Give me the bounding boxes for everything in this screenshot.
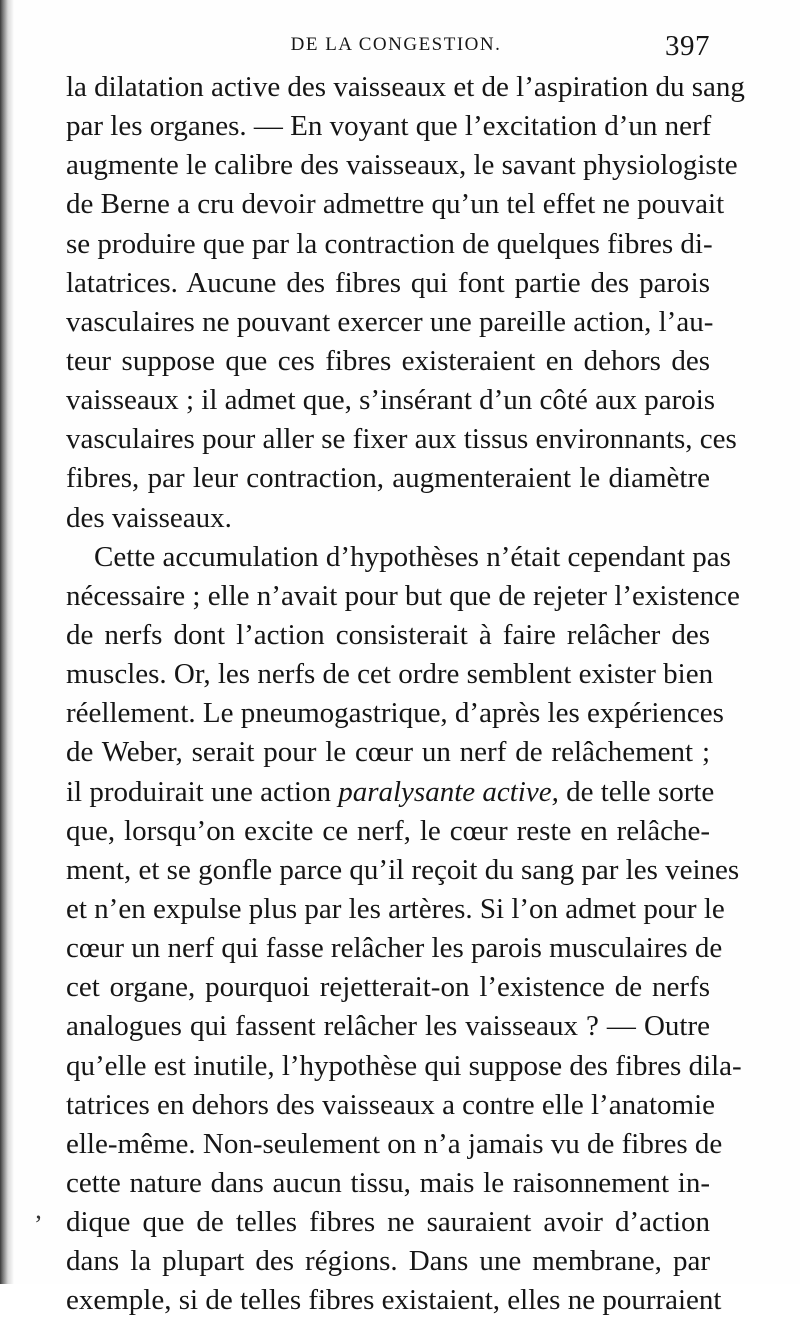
text-line: dans la plupart des régions. Dans une membrane, par (66, 1245, 710, 1278)
text-line: fibres, par leur contraction, augmenteraient le diamètre (66, 462, 710, 495)
text-segment: il produirait une action (66, 775, 331, 808)
text-line: que, lorsqu’on excite ce nerf, le cœur reste en relâche- (66, 814, 710, 847)
text-line: vasculaires pour aller se fixer aux tissus environnants, ces (66, 423, 737, 456)
text-line: ment, et se gonfle parce qu’il reçoit du sang par les veines (66, 853, 740, 886)
text-line: de nerfs dont l’action consisterait à faire relâcher des (66, 618, 710, 651)
text-line: cet organe, pourquoi rejetterait-on l’existence de nerfs (66, 971, 710, 1004)
text-line: qu’elle est inutile, l’hypothèse qui suppose des fibres dila- (66, 1049, 742, 1082)
body-text (66, 68, 745, 1321)
text-line: exemple, si de telles fibres existaient, elles ne pourraient (66, 1284, 722, 1317)
text-line: augmente le calibre des vaisseaux, le savant physiologiste (66, 149, 738, 182)
text-line: teur suppose que ces fibres existeraient en dehors des (66, 344, 710, 377)
paragraph-end-line: des vaisseaux. (66, 501, 232, 534)
text-line: vasculaires ne pouvant exercer une pareille action, l’au- (66, 305, 714, 338)
text-line: cœur un nerf qui fasse relâcher les parois musculaires de (66, 932, 723, 965)
text-segment: de telle sorte (566, 775, 715, 808)
text-line: de Weber, serait pour le cœur un nerf de relâchement ; (66, 736, 710, 769)
text-line: tatrices en dehors des vaisseaux a contre elle l’anatomie (66, 1088, 716, 1121)
text-line: et n’en expulse plus par les artères. Si l’on admet pour le (66, 892, 725, 925)
text-line: se produire que par la contraction de quelques fibres di- (66, 227, 713, 260)
text-line: cette nature dans aucun tissu, mais le raisonnement in- (66, 1166, 710, 1199)
text-line: la dilatation active des vaisseaux et de l’aspiration du sang (66, 71, 745, 103)
text-line: muscles. Or, les nerfs de cet ordre semblent exister bien (66, 658, 714, 691)
text-line: elle-même. Non-seulement on n’a jamais vu de fibres de (66, 1127, 723, 1160)
text-line: latatrices. Aucune des fibres qui font partie des parois (66, 266, 710, 299)
text-line-with-italic (66, 773, 715, 812)
text-line: dique que de telles fibres ne sauraient avoir d’action (66, 1206, 710, 1239)
ink-speck: ’ (34, 1210, 43, 1239)
text-line: de Berne a cru devoir admettre qu’un tel effet ne pouvait (66, 188, 725, 221)
text-line: nécessaire ; elle n’avait pour but que de rejeter l’existence (66, 579, 740, 612)
paragraph-start-line: Cette accumulation d’hypothèses n’était cependant pas (94, 540, 731, 573)
page-number: 397 (665, 30, 710, 62)
page-edge-shadow (0, 0, 14, 1284)
text-line: analogues qui fassent relâcher les vaisseaux ? — Outre (66, 1010, 710, 1043)
text-line: réellement. Le pneumogastrique, d’après les expériences (66, 697, 724, 730)
italic-term: paralysante active, (338, 775, 559, 808)
text-line: par les organes. — En voyant que l’excitation d’un nerf (66, 110, 712, 143)
text-line: vaisseaux ; il admet que, s’insérant d’un côté aux parois (66, 384, 716, 417)
running-header (66, 32, 710, 66)
running-title: DE LA CONGESTION. (290, 34, 502, 55)
